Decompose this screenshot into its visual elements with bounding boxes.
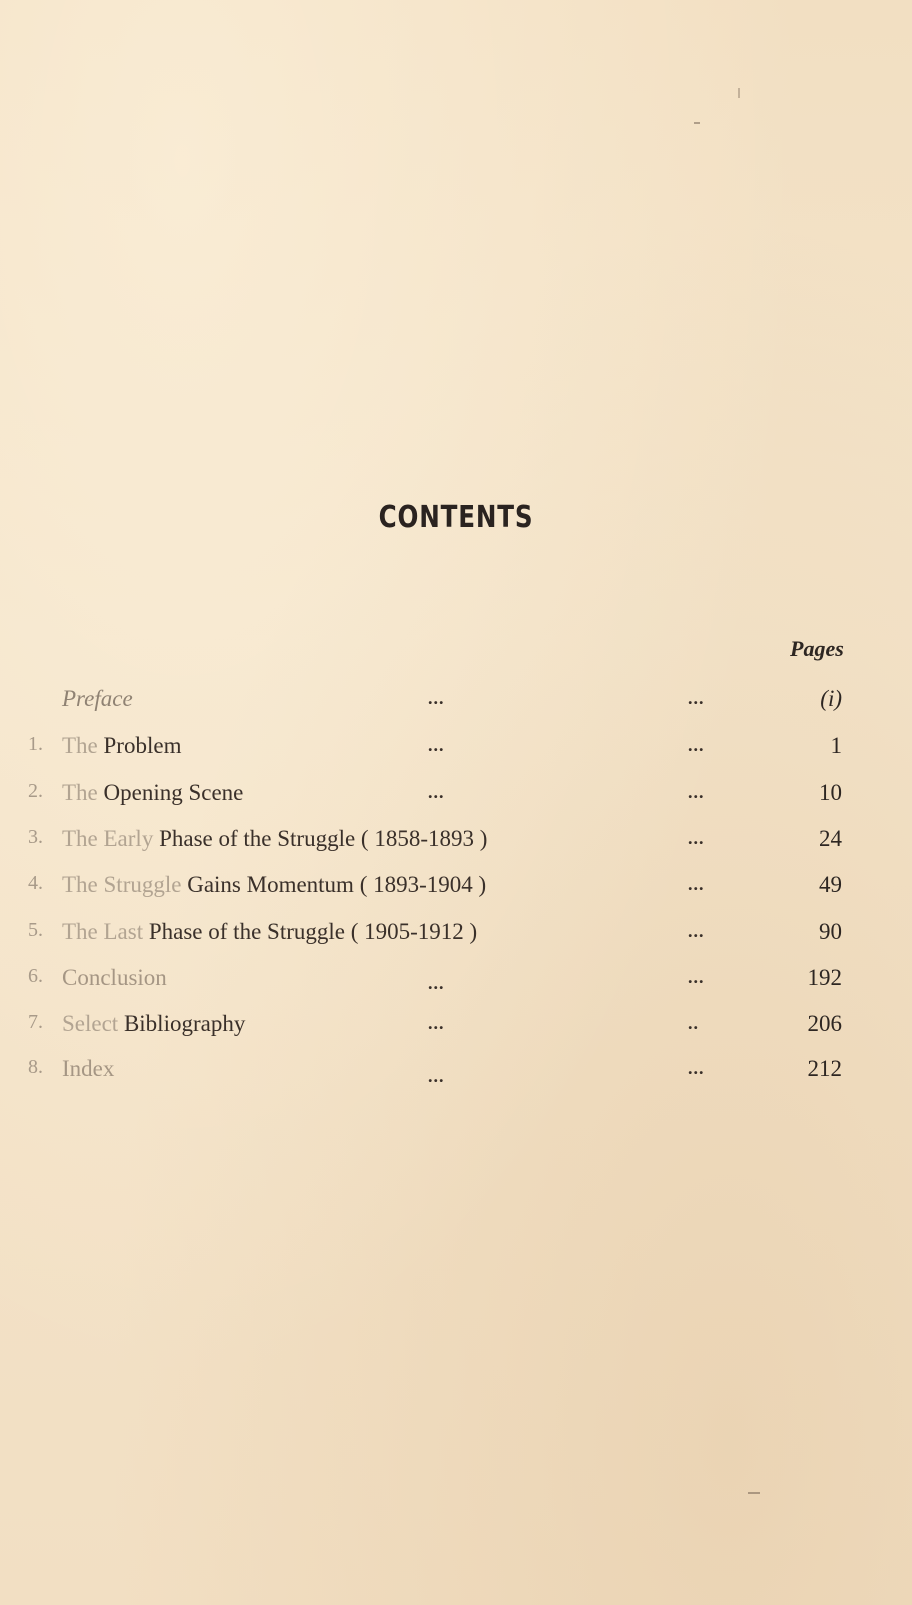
page-number: 90 [819,919,842,944]
chapter-title-main: Phase of the Struggle ( 1858-1893 ) [159,826,488,851]
chapter-title-main: Preface [62,686,133,711]
chapter-title [62,965,167,991]
leader-dots: ... [688,828,705,848]
chapter-number: 1. [28,733,43,755]
chapter-number: 6. [28,965,43,987]
leader-dots: ... [688,921,705,941]
page-number: 10 [819,780,842,805]
chapter-title-faded: Conclusion [62,965,167,990]
page-number: 1 [830,733,842,758]
leader-dots: .. [688,1013,699,1033]
chapter-title-faded: The Struggle [62,872,188,897]
chapter-title [62,780,243,806]
toc-entry [0,1056,912,1090]
leader-dots: ... [688,688,705,708]
toc-entry [0,826,912,860]
paper-speck [738,88,740,98]
leader-dots: ... [428,1066,445,1086]
pages-column-label: Pages [790,636,844,661]
chapter-number: 3. [28,826,43,848]
contents-heading: CONTENTS [378,500,534,535]
page-number: (i) [820,686,842,711]
paper-speck [748,1492,760,1494]
leader-dots: ... [688,874,705,894]
chapter-title-main: Bibliography [123,1011,246,1036]
chapter-number: 2. [28,780,43,802]
chapter-title-faded: The Early [62,826,160,851]
chapter-number: 4. [28,872,43,894]
toc-entry [0,1011,912,1045]
chapter-title [62,919,477,945]
chapter-title-faded: The [62,733,104,758]
toc-entry [0,965,912,999]
chapter-title-faded: The Last [62,919,149,944]
leader-dots: ... [428,735,445,755]
leader-dots: ... [428,688,445,708]
chapter-title [62,1011,245,1037]
toc-entry [0,780,912,814]
page-number: 212 [807,1056,842,1081]
chapter-title-faded: The [62,780,104,805]
leader-dots: ... [688,782,705,802]
leader-dots: ... [688,735,705,755]
chapter-title [62,826,487,852]
chapter-title-main: Problem [103,733,182,758]
chapter-title-main: Gains Momentum ( 1893-1904 ) [187,872,487,897]
chapter-number: 5. [28,919,43,941]
chapter-title-faded: Select [62,1011,124,1036]
chapter-title [62,733,181,759]
chapter-title [62,872,486,898]
leader-dots: ... [428,782,445,802]
chapter-title [62,686,133,712]
toc-entry [0,919,912,953]
chapter-number: 7. [28,1011,43,1033]
page-number: 206 [807,1011,842,1036]
toc-entry [0,733,912,767]
leader-dots: ... [688,1058,705,1078]
page-number: 192 [807,965,842,990]
leader-dots: ... [428,1013,445,1033]
chapter-title-faded: Index [62,1056,115,1081]
leader-dots: ... [428,973,445,993]
page-number: 49 [819,872,842,897]
chapter-number: 8. [28,1056,43,1078]
toc-entry [0,872,912,906]
chapter-title [62,1056,114,1082]
chapter-title-main: Phase of the Struggle ( 1905-1912 ) [148,919,478,944]
page-number: 24 [819,826,842,851]
leader-dots: ... [688,967,705,987]
chapter-title-main: Opening Scene [103,780,244,805]
toc-entry [0,686,912,720]
paper-speck [694,122,700,124]
